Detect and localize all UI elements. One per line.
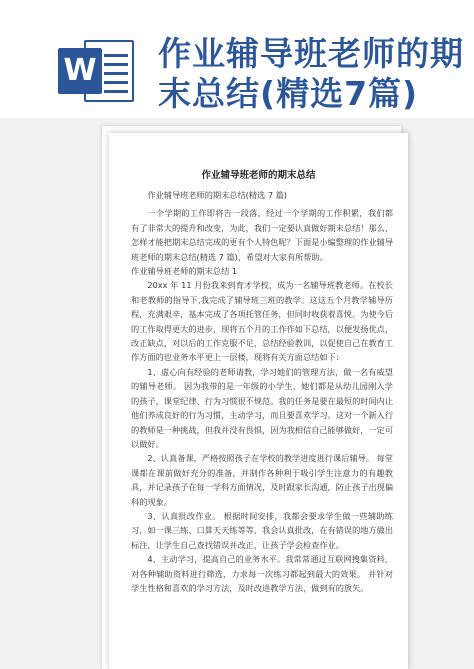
header-banner (0, 0, 474, 118)
document-paragraph: 作业辅导班老师的期末总结 1 (131, 266, 238, 277)
word-document-icon (58, 40, 134, 102)
document-page (109, 133, 408, 669)
document-paragraph: 3、认真批改作业。 根据时间安排，我都会要求学生做一些辅助练习，如一课三练、口算天天练等等，我会认真批改，在有错误的地方做出标注，让学生自己查找错误并改正，让孩子学会检查作业。 (131, 510, 394, 550)
page-title: 作业辅导班老师的期末总结(精选7篇) (158, 34, 464, 113)
document-paragraph: 作业辅导班老师的期末总结(精选 7 篇) (147, 190, 288, 200)
document-body (131, 188, 393, 595)
document-paragraph: 4、主动学习，提高自己的业务水平。我常常通过互联网搜集资料，对各种辅助资料进行筛选，力求每一次练习都起到最大的效果。 并针对学生性格和喜欢的学习方法，及时改进教学方法，做到有的放矢。 (131, 554, 393, 593)
document-paragraph: 20xx 年 11 月份我来到育才学校，成为一名辅导班教老师。在校长和老教师的指导下,我完成了辅导班三班的教学。这这五个月教学辅导历程，充满艰辛，基本完成了各项托管任务，但同时收获着喜悦。为使今后的工作取得更大的进步，现将五个月的工作作如下总结，以便发扬优点，改正缺点，对以后的工作克服不足，总结经验教训，以促使自己在教育工作方面的也业务水平更上一层楼，现将有关方面总结如下： (131, 280, 394, 363)
document-title: 作业辅导班老师的期末总结 (201, 170, 316, 181)
document-paragraph: 2、认真备课，严格按照孩子在学校的教学进度进行课后辅导。 每堂课都在课前做好充分的准备，并制作各种利于吸引学生注意力的有趣教具，并记录孩子在每一学科方面情况，及时跟家长沟通，防止孩子出现偏科的现象。 (131, 453, 394, 507)
document-paragraph: 1、虚心向有经验的老师请教，学习她们的管理方法，做一名有威望的辅导老师。 因为我带的是一年级的小学生，她们都是从幼儿园刚入学的孩子，课堂纪律、行为习惯很不规范。我的任务是要在最短的时间内让他们养成良好的行为习惯，主动学习，而且要喜欢学习。这对一个新入行的教师是一种挑战，但我并没有畏惧，因为我相信自己能够做好，一定可以做好。 (131, 366, 394, 449)
document-paragraph: 一个学期的工作即将告一段落，经过一个学期的工作积累，我们都有了非常大的提升和改变，为此，我们一定要认真做好期末总结！那么，怎样才能把期末总结完成的更有个人特色呢？下面是小编整理的作业辅导班老师的期末总结(精选 7 篇)，希望对大家有所帮助。 (131, 208, 394, 262)
word-logo-badge: W (58, 48, 102, 94)
